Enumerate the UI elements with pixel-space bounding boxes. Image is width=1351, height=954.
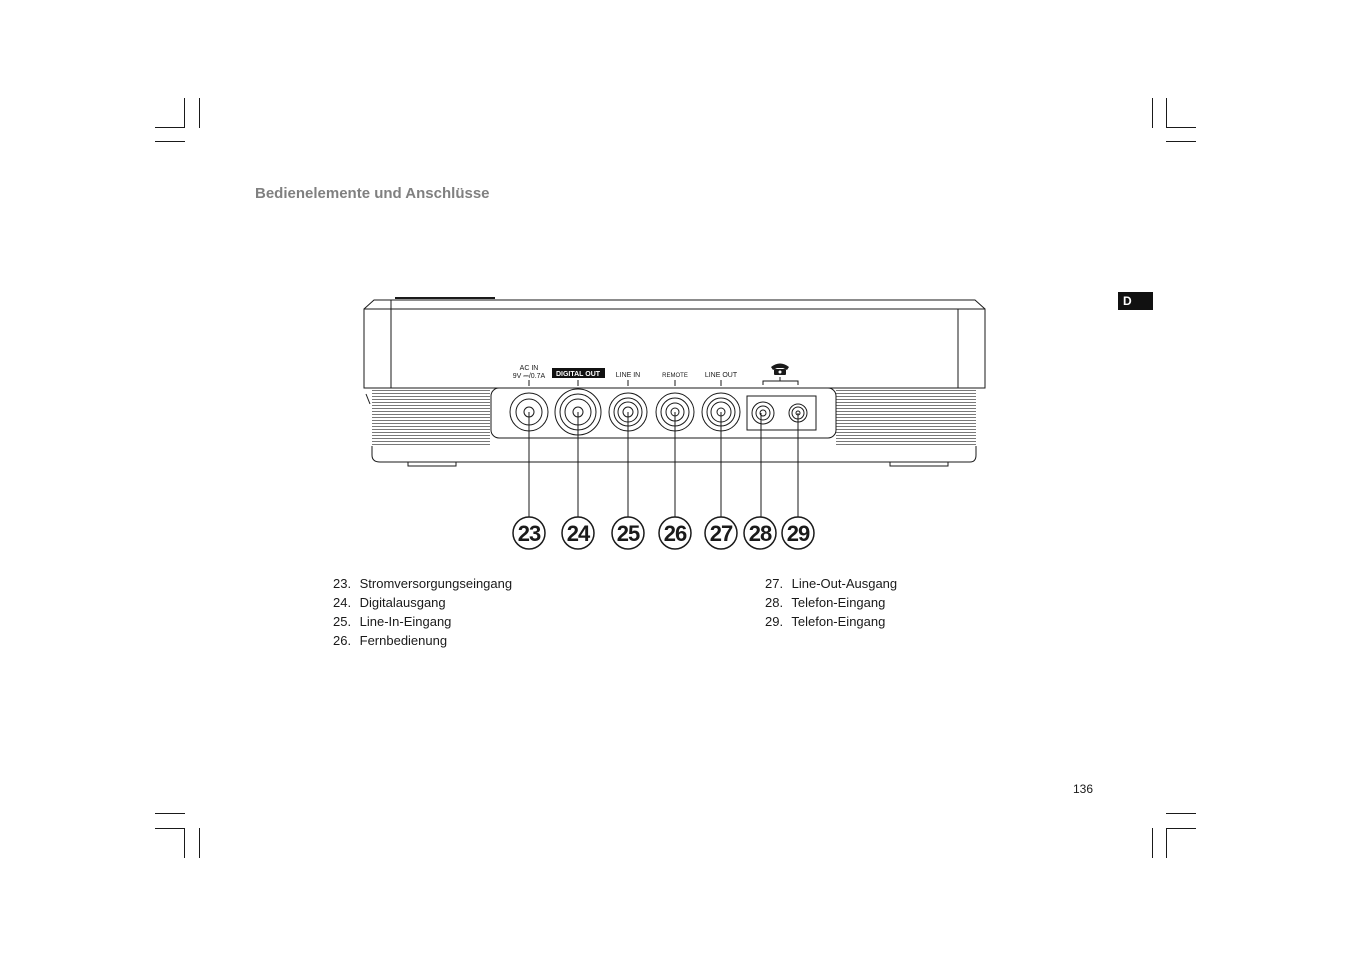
callout-23: 23 (517, 521, 541, 546)
line-out-label: LINE OUT (704, 372, 738, 379)
callout-27: 27 (709, 521, 733, 546)
digital-out-label: DIGITAL OUT (555, 371, 601, 378)
legend-item: 24. Digitalausgang (333, 595, 446, 610)
legend-left (333, 574, 512, 650)
ac-in-rating-label: 9V ⎓/0.7A (512, 373, 546, 380)
remote-label: REMOTE (662, 373, 688, 379)
legend-item: 26. Fernbedienung (333, 633, 448, 648)
telephone-icon (771, 364, 789, 376)
language-tab: D (1118, 292, 1153, 310)
line-in-label: LINE IN (615, 372, 641, 379)
callout-25: 25 (616, 521, 640, 546)
legend-right (765, 574, 897, 631)
callout-24: 24 (566, 521, 590, 546)
legend-item: 23. Stromversorgungseingang (333, 576, 513, 591)
legend-item: 27. Line-Out-Ausgang (765, 576, 898, 591)
section-title: Bedienelemente und Anschlüsse (255, 185, 490, 202)
ac-in-label: AC IN (519, 365, 539, 372)
legend-item: 25. Line-In-Eingang (333, 614, 452, 629)
callout-29: 29 (786, 521, 810, 546)
callout-26: 26 (663, 521, 687, 546)
page-number: 136 (1073, 782, 1094, 796)
legend-item: 29. Telefon-Eingang (765, 614, 886, 629)
callout-28: 28 (748, 521, 772, 546)
legend-item: 28. Telefon-Eingang (765, 595, 886, 610)
